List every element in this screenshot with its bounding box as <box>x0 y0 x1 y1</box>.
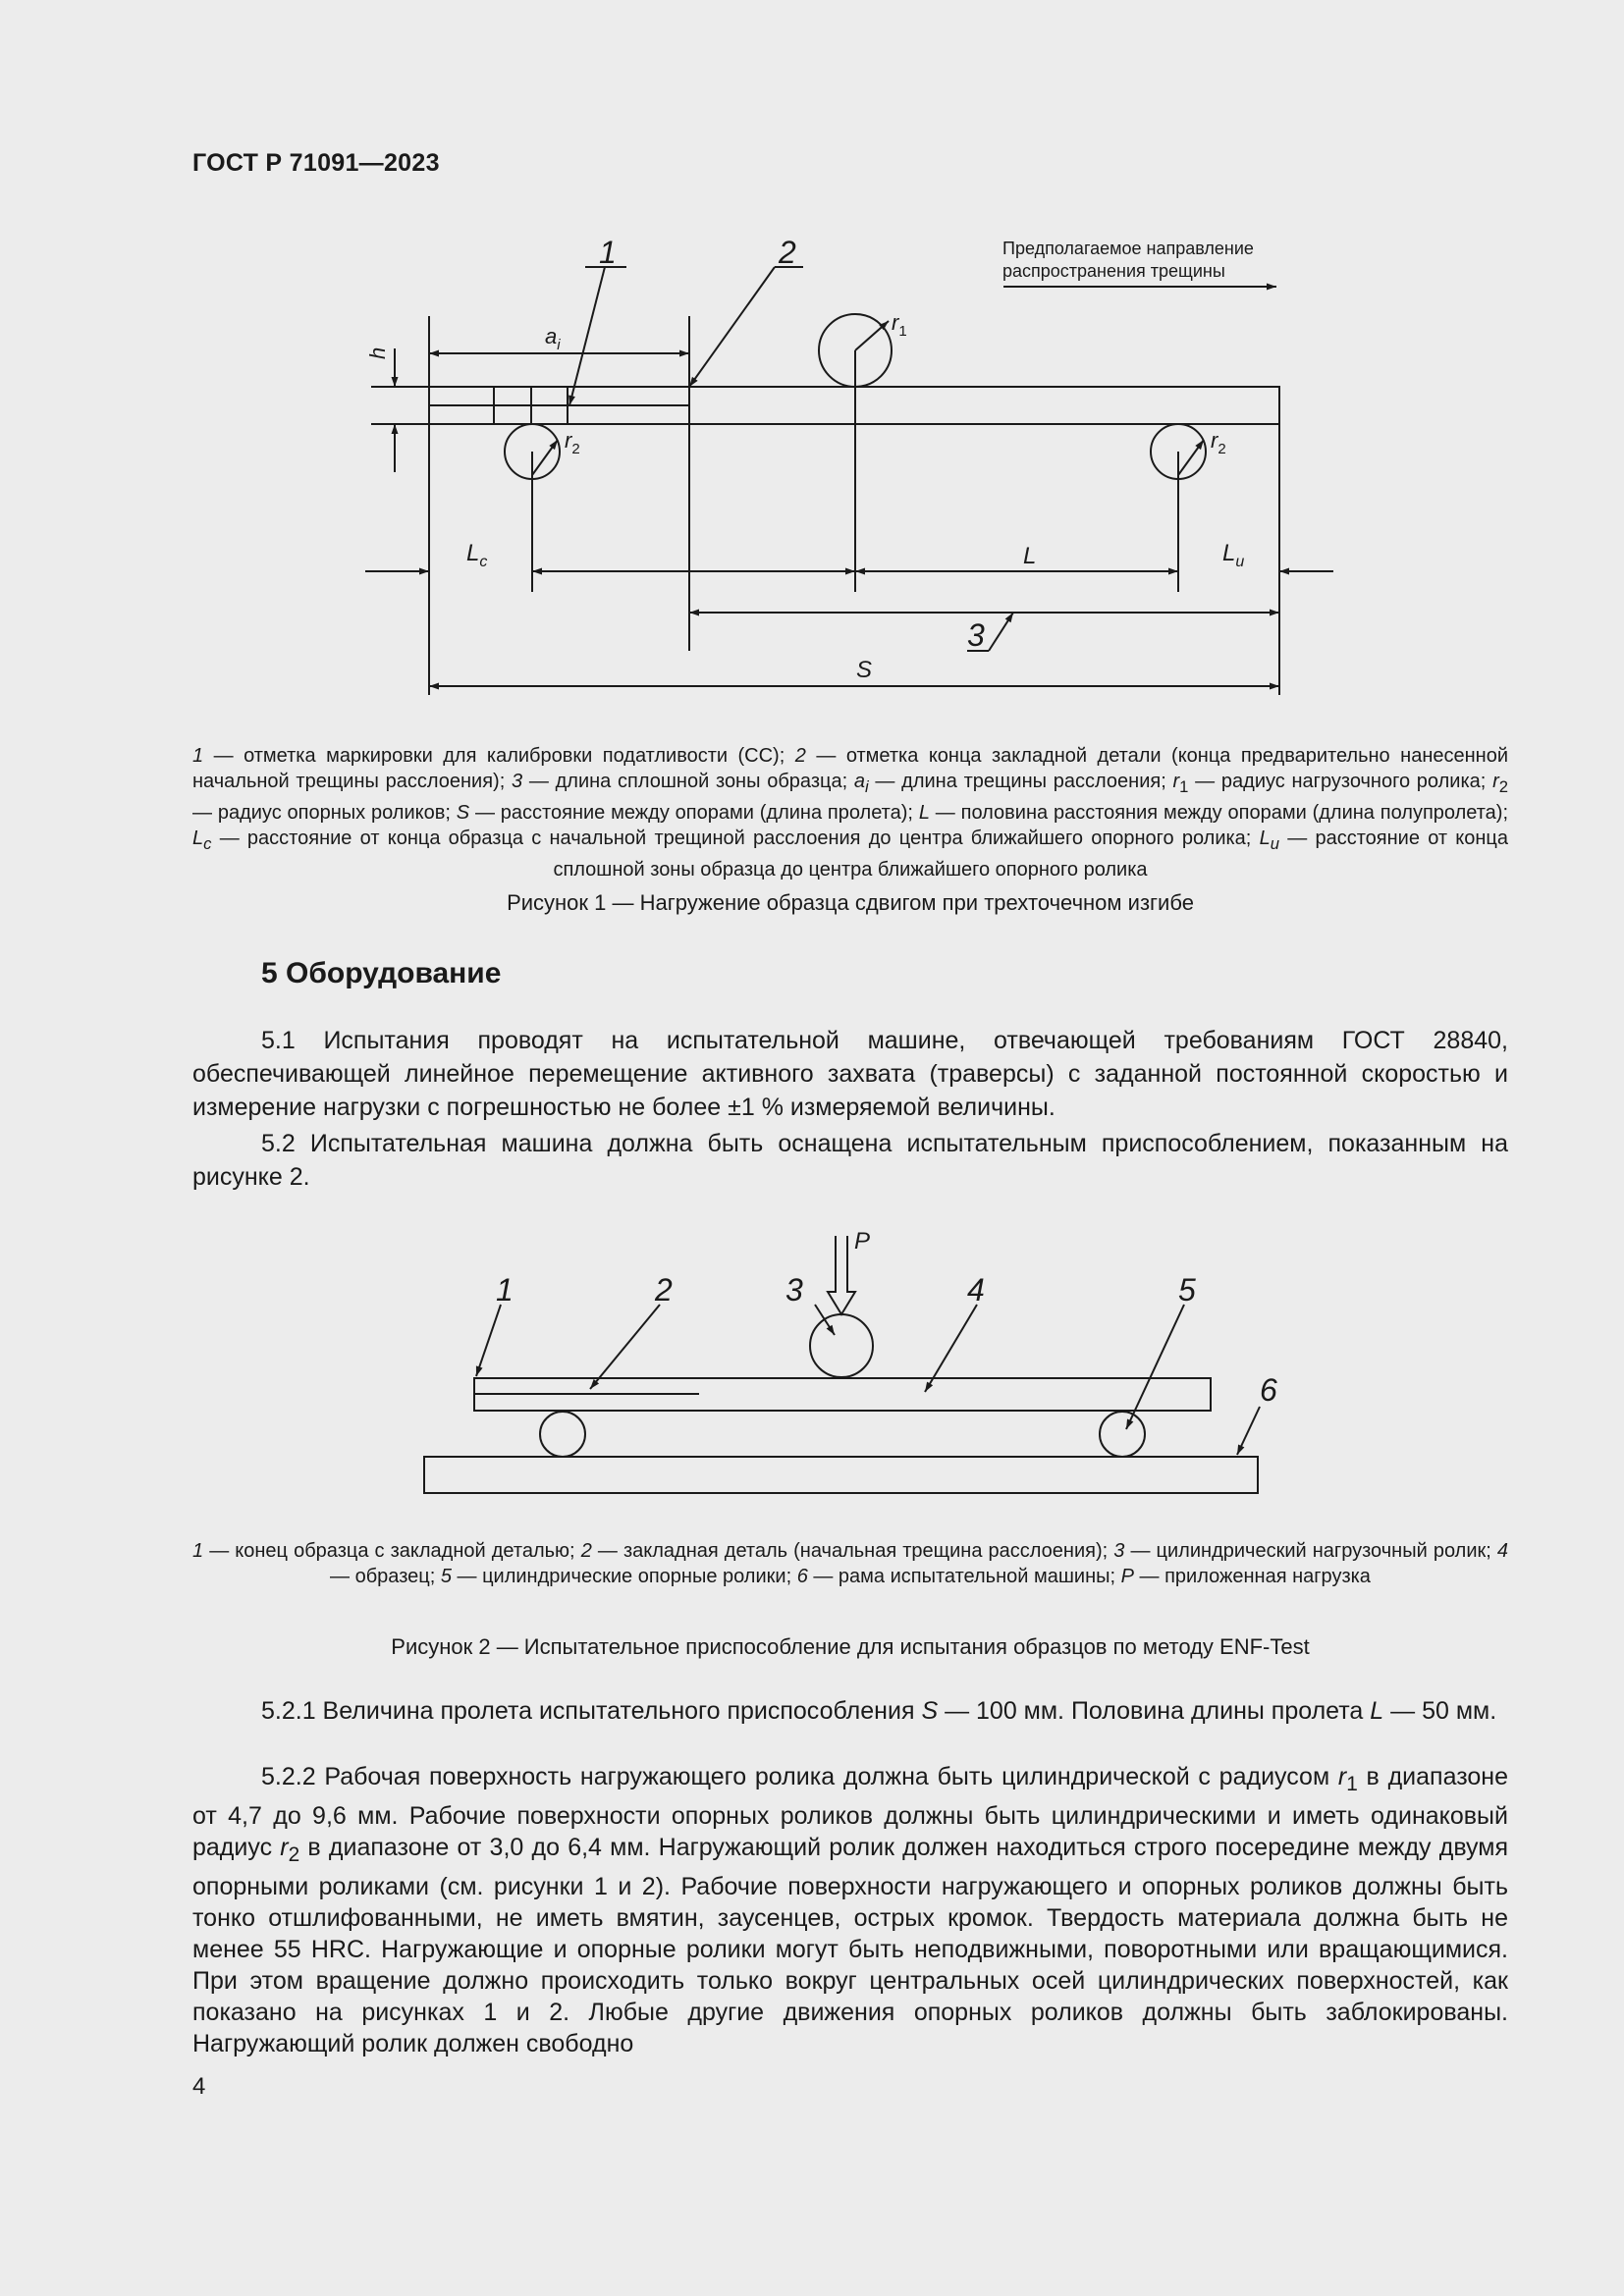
direction-note-line1: Предполагаемое направление <box>1002 239 1254 258</box>
document-header: ГОСТ Р 71091—2023 <box>192 149 440 177</box>
fig2-label-6: 6 <box>1260 1372 1277 1408</box>
figure-1-title: Рисунок 1 — Нагружение образца сдвигом при трехточечном изгибе <box>507 890 1194 915</box>
section-heading: 5 Оборудование <box>261 957 502 989</box>
fig1-label-ai: $a_i$ <box>545 324 561 353</box>
paragraph-5-2-1: 5.2.1 Величина пролета испытательного приспособления S — 100 мм. Половина длины пролета L — 50 мм. <box>261 1697 1497 1725</box>
fig1-label-1: 1 <box>599 235 617 270</box>
fig1-label-r2-left: $r_2$ <box>565 428 580 457</box>
fig2-label-2: 2 <box>655 1272 673 1308</box>
fig1-label-3: 3 <box>967 617 985 653</box>
paragraph-5-1: 5.1 Испытания проводят на испытательной машине, отвечающей требованиям ГОСТ 28840, обеспечивающей линейное перемещение активного захвата (траверсы) с заданной постоянной скоростью и измерение нагрузки с погрешностью не более ±1 % измеряемой величины. <box>192 1027 1508 1121</box>
fig1-label-2: 2 <box>779 235 796 270</box>
fig1-label-S: S <box>856 657 873 683</box>
fig1-label-h: h <box>365 347 390 359</box>
figure-2-legend: 1 — конец образца с закладной деталью; 2 — закладная деталь (начальная трещина расслоения); 3 — цилиндрический нагрузочный ролик; 4 — образец; 5 — цилиндрические опорные ролики; 6 — рама испытательной машины; P — приложенная нагрузка <box>192 1540 1508 1587</box>
paragraph-5-2-2: 5.2.2 Рабочая поверхность нагружающего ролика должна быть цилиндрической с радиусом $r_1$ в диапазоне от 4,7 до 9,6 мм. Рабочие поверхности опорных роликов должны быть цилиндрическими и иметь одинаковый радиус $r_2$ в диапазоне от 3,0 до 6,4 мм. Нагружающий ролик должен находиться строго посередине между двумя опорными роликами (см. рисунки 1 и 2). Рабочие поверхности нагружающего и опорных роликов должны быть тонко отшлифованными, не иметь вмятин, заусенцев, острых кромок. Твердость материала должна быть не менее 55 HRC. Нагружающие и опорные ролики могут быть неподвижными, поворотными или вращающимися. При этом вращение должно происходить только вокруг центральных осей цилиндрических поверхностей, как показано на рисунках 1 и 2. Любые другие движения опорных роликов должны быть заблокированы. Нагружающий ролик должен свободно <box>192 1763 1509 2057</box>
machine-frame <box>424 1457 1258 1493</box>
fig2-label-4: 4 <box>967 1272 985 1308</box>
page-number: 4 <box>192 2073 206 2100</box>
support-roller-left-fig2 <box>540 1412 585 1457</box>
support-roller-right-fig2 <box>1100 1412 1145 1457</box>
fig1-label-r2-right: $r_2$ <box>1211 428 1226 457</box>
fig2-label-P: P <box>854 1228 871 1255</box>
fig2-label-3: 3 <box>785 1272 803 1308</box>
figure-1-legend: 1 — отметка маркировки для калибровки податливости (CC); 2 — отметка конца закладной детали (конца предварительно нанесенной начальной трещины расслоения); 3 — длина сплошной зоны образца; $a_i$ — длина трещины расслоения; $r_1$ — радиус нагрузочного ролика; $r_2$ — радиус опорных роликов; S — расстояние между опорами (длина пролета); L — половина расстояния между опорами (длина полупролета); $L_c$ — расстояние от конца образца с начальной трещиной расслоения до центра ближайшего опорного ролика; $L_u$ — расстояние от конца сплошной зоны образца до центра ближайшего опорного ролика <box>192 745 1508 881</box>
load-arrow <box>828 1236 855 1314</box>
fig1-label-r1: $r_1$ <box>892 310 907 340</box>
fig2-label-1: 1 <box>496 1272 514 1308</box>
loading-roller-fig2 <box>810 1314 873 1377</box>
fig1-label-Lu: $L_u$ <box>1222 540 1245 570</box>
figure-2-title: Рисунок 2 — Испытательное приспособление для испытания образцов по методу ENF-Test <box>391 1634 1310 1659</box>
direction-note-line2: распространения трещины <box>1002 261 1225 281</box>
fig1-label-Lc: $L_c$ <box>466 540 488 570</box>
figure-2-diagram <box>0 1227 1624 1512</box>
fig2-label-5: 5 <box>1178 1272 1196 1308</box>
fig1-label-L: L <box>1023 543 1037 569</box>
paragraph-5-2: 5.2 Испытательная машина должна быть оснащена испытательным приспособлением, показанным на рисунке 2. <box>192 1130 1508 1191</box>
